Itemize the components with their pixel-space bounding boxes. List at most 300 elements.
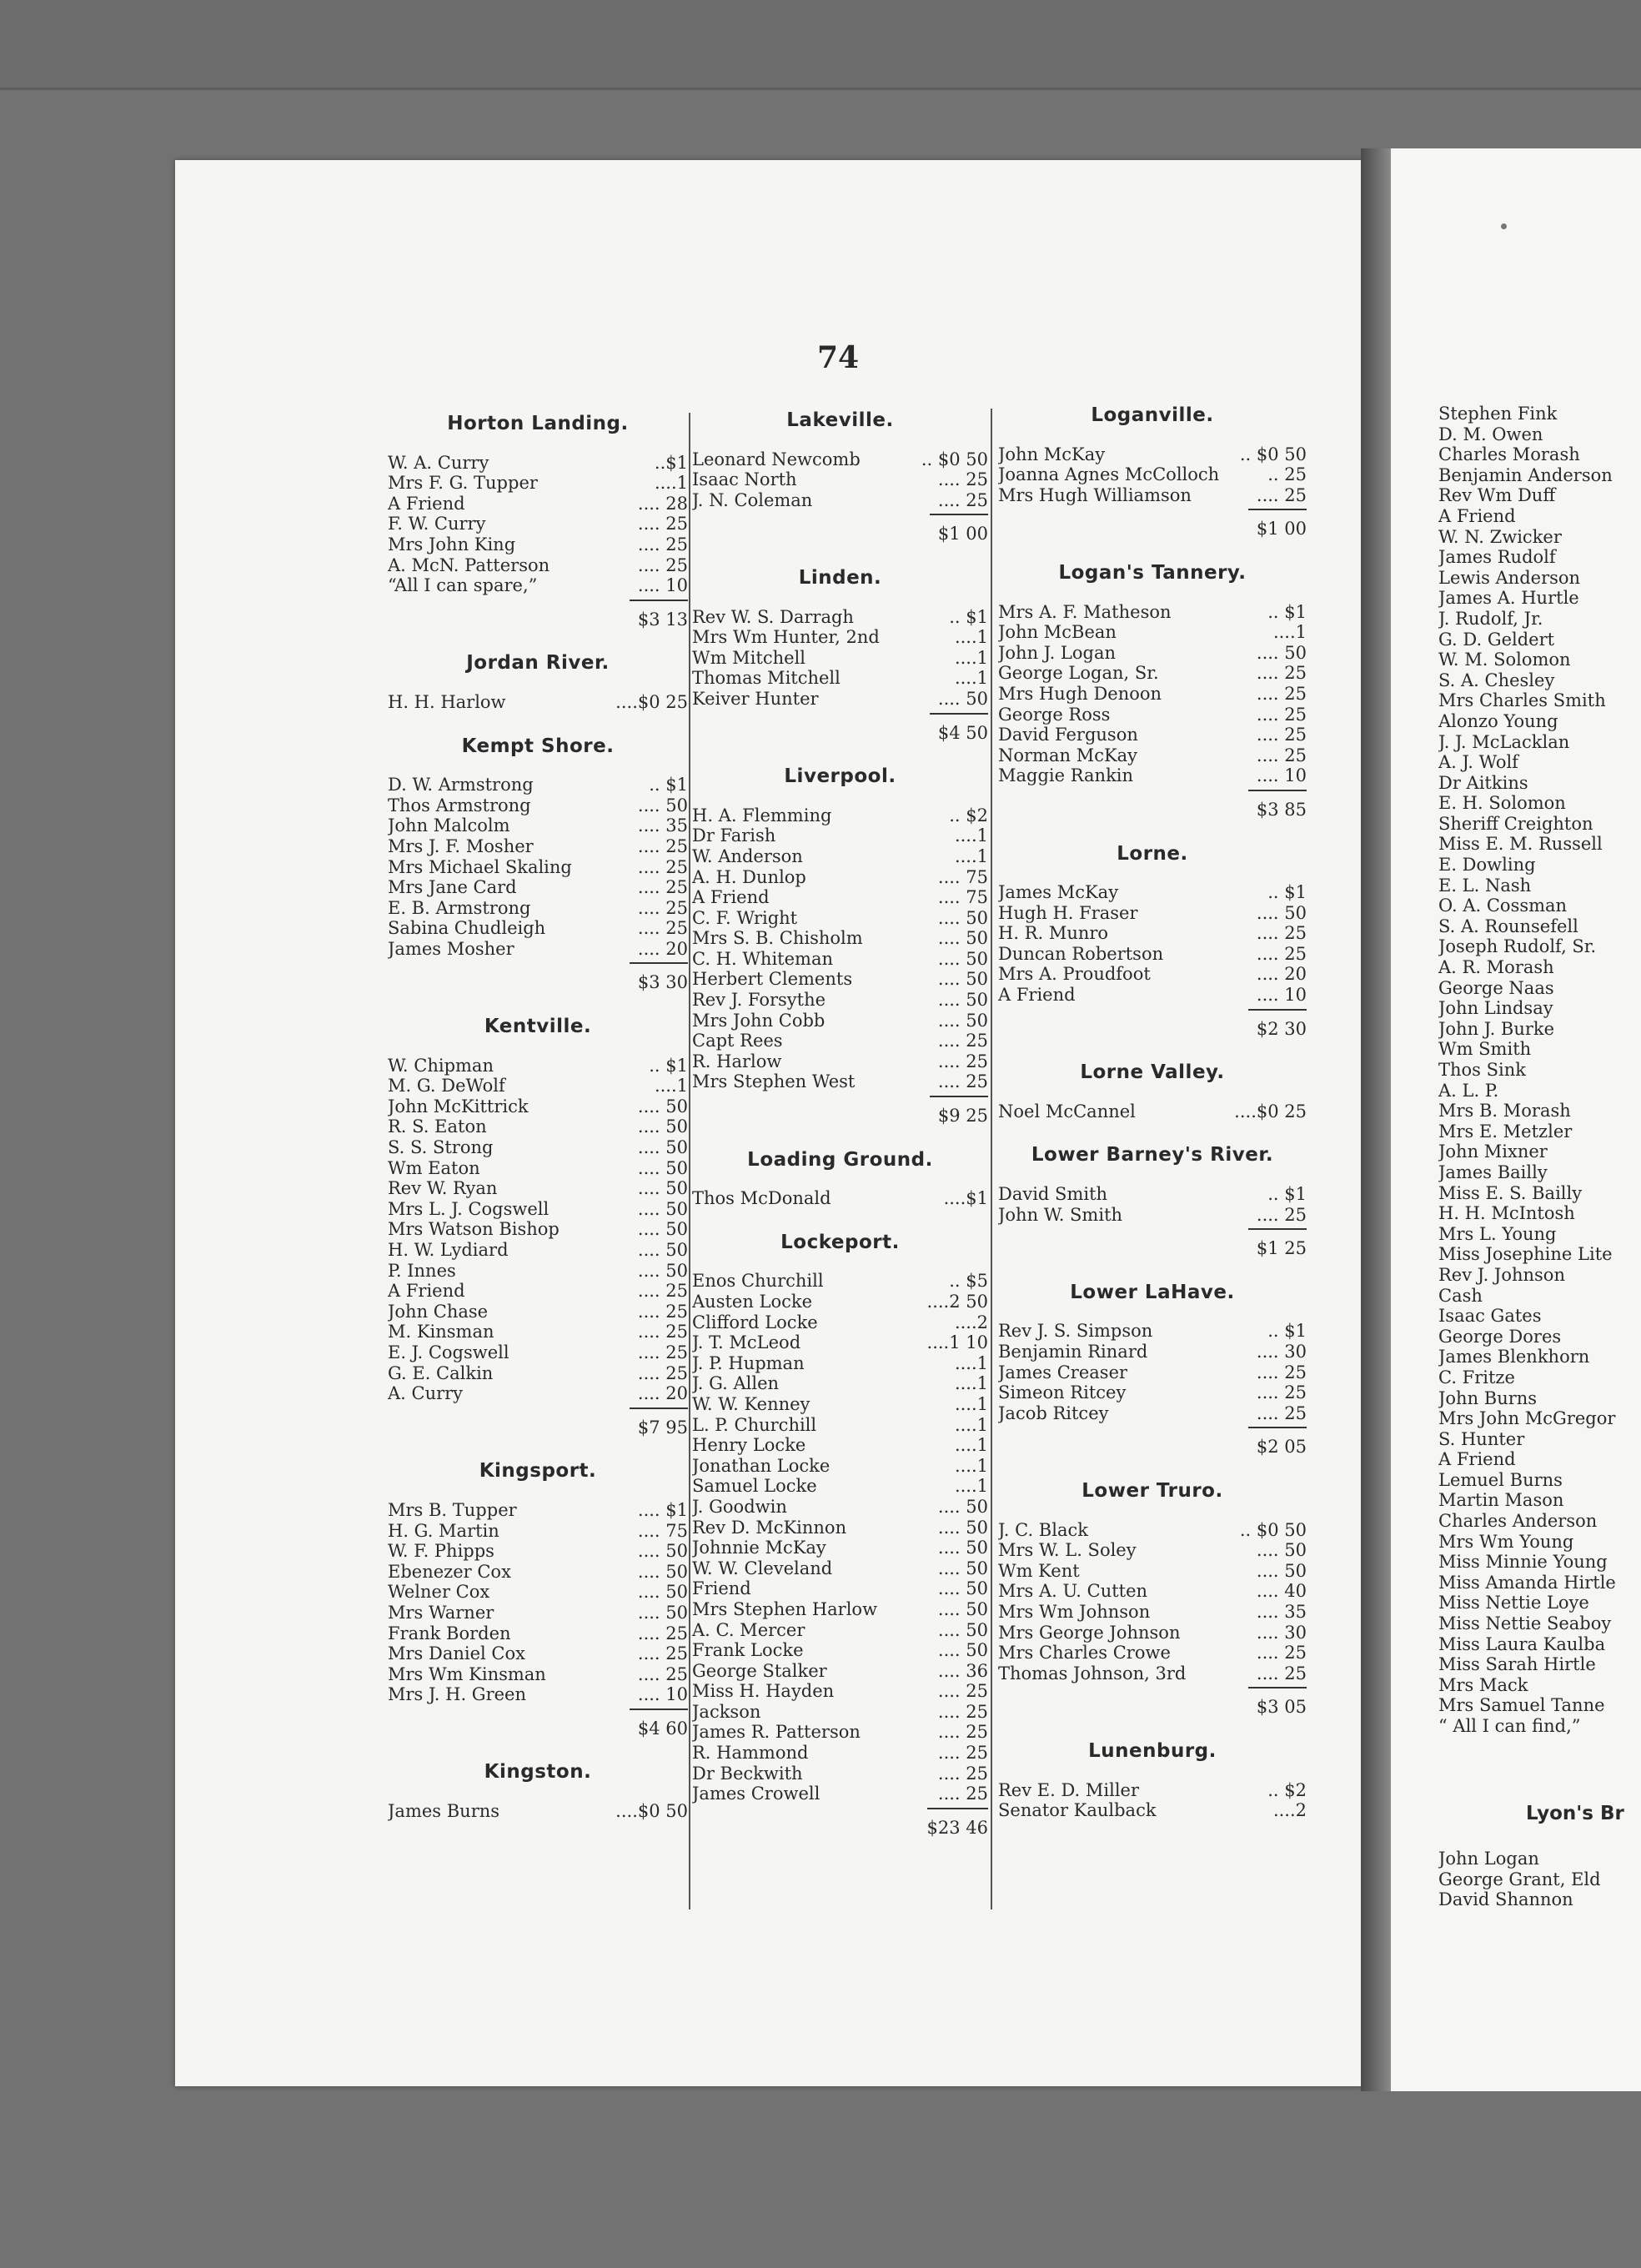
section-heading: Linden. xyxy=(798,566,882,589)
donor-name: W. W. Cleveland xyxy=(692,1558,833,1578)
donation-amount: .... 25 xyxy=(637,835,688,856)
donor-name: H. R. Munro xyxy=(998,923,1109,944)
donor-name: David Smith xyxy=(998,1184,1108,1205)
donor-name: H. H. Harlow xyxy=(388,691,506,712)
donor-name: E. Dowling xyxy=(1438,855,1536,876)
donor-name: Senator Kaulback xyxy=(998,1800,1157,1821)
donor-name: E. H. Solomon xyxy=(1438,793,1566,814)
donor-row xyxy=(692,490,988,511)
section-total-value: $1 00 xyxy=(1248,509,1307,539)
donor-row xyxy=(692,689,988,710)
donor-row xyxy=(692,1188,988,1209)
column-1 xyxy=(388,414,688,1822)
donation-amount: .... $1 xyxy=(637,1499,688,1520)
donation-amount: .... 30 xyxy=(1256,1622,1307,1643)
donor-row xyxy=(692,1599,988,1620)
donor-name: John McBean xyxy=(998,622,1117,643)
donor-name: Mrs Charles Smith xyxy=(1438,690,1606,711)
donor-name: H. W. Lydiard xyxy=(388,1240,509,1260)
donor-name: “All I can spare,” xyxy=(388,575,538,596)
donor-row xyxy=(388,1281,688,1302)
donor-name: Mrs Jane Card xyxy=(388,877,517,898)
donor-name: Rev J. S. Simpson xyxy=(998,1321,1153,1342)
section-heading: Loganville. xyxy=(1091,404,1214,426)
donation-amount: .... 25 xyxy=(1256,704,1307,725)
donor-row xyxy=(692,1538,988,1558)
donation-amount: .... 10 xyxy=(637,575,688,596)
section-heading: Lakeville. xyxy=(786,409,894,431)
donor-name: Mrs Wm Hunter, 2nd xyxy=(692,627,880,648)
donor-name: Rev J. Johnson xyxy=(1438,1264,1565,1285)
donor-name: R. S. Eaton xyxy=(388,1116,487,1137)
donor-name: John McKittrick xyxy=(388,1096,529,1116)
donor-name: Alonzo Young xyxy=(1438,710,1558,731)
donor-name: Lewis Anderson xyxy=(1438,567,1581,588)
donor-row xyxy=(388,1541,688,1562)
donor-row xyxy=(692,1031,988,1051)
donor-name: Duncan Robertson xyxy=(998,943,1164,964)
donation-amount: .... 25 xyxy=(1256,923,1307,944)
donor-name: Miss H. Hayden xyxy=(692,1681,835,1702)
donation-amount: .... 25 xyxy=(637,554,688,575)
donation-amount: .... 50 xyxy=(637,1602,688,1623)
section-total-value: $3 13 xyxy=(630,600,688,630)
donation-amount: ....1 xyxy=(954,1414,988,1435)
donor-row xyxy=(998,705,1307,725)
donation-amount: .... 50 xyxy=(937,1598,988,1619)
section-total-value: $4 50 xyxy=(930,713,988,744)
donor-name: Thomas Mitchell xyxy=(692,668,841,689)
donor-row xyxy=(692,1558,988,1579)
donor-row xyxy=(692,1271,988,1292)
donation-amount: .... 50 xyxy=(637,795,688,815)
donor-name: Rev W. Ryan xyxy=(388,1178,498,1199)
donor-name: Mrs Wm Johnson xyxy=(998,1601,1151,1622)
donor-row xyxy=(388,514,688,534)
donation-amount: .... 50 xyxy=(937,1538,988,1558)
donor-name: John Malcolm xyxy=(388,815,510,836)
section-total-value: $7 95 xyxy=(630,1407,688,1438)
donor-row xyxy=(998,923,1307,944)
donor-row xyxy=(998,1382,1307,1403)
donation-amount: ....2 50 xyxy=(926,1292,988,1312)
donor-name: David Ferguson xyxy=(998,725,1138,745)
donation-amount: .. $1 xyxy=(1267,882,1307,903)
donation-amount: .. $5 xyxy=(949,1271,988,1292)
donor-row xyxy=(692,1722,988,1743)
donation-amount: .... 25 xyxy=(937,1071,988,1092)
donor-row xyxy=(692,1681,988,1702)
donor-row xyxy=(388,534,688,555)
section-heading: Lower LaHave. xyxy=(1070,1281,1235,1303)
donor-name: James Burns xyxy=(388,1801,500,1822)
donor-row xyxy=(692,1578,988,1599)
donor-row xyxy=(998,1205,1307,1226)
donor-name: James McKay xyxy=(998,882,1119,903)
donor-name: O. A. Cossman xyxy=(1438,896,1568,916)
donor-row xyxy=(692,449,988,470)
donation-amount: .... 50 xyxy=(937,1496,988,1517)
donor-name: Wm Mitchell xyxy=(692,647,805,668)
donation-amount: .... 50 xyxy=(937,688,988,709)
donation-amount: .... 50 xyxy=(637,1541,688,1562)
page-number: 74 xyxy=(817,340,860,375)
section-total xyxy=(692,1808,988,1839)
donor-row xyxy=(388,1500,688,1521)
donation-amount: .... 75 xyxy=(937,887,988,908)
donation-amount: .... 25 xyxy=(637,877,688,898)
donor-row xyxy=(388,473,688,494)
donation-amount: .... 25 xyxy=(937,1031,988,1051)
donor-name: Miss E. M. Russell xyxy=(1438,834,1603,855)
donor-name: A. C. Mercer xyxy=(692,1619,805,1640)
donor-name: W. W. Kenney xyxy=(692,1393,810,1414)
donor-name: A Friend xyxy=(388,1281,465,1302)
donor-row xyxy=(692,949,988,970)
donor-row xyxy=(692,805,988,826)
donor-name: Capt Rees xyxy=(692,1031,783,1051)
donor-name: Sheriff Creighton xyxy=(1438,813,1593,834)
section-heading: Lockeport. xyxy=(780,1231,900,1253)
donation-amount: .... 25 xyxy=(1256,745,1307,765)
donor-row xyxy=(998,1623,1307,1643)
section-total xyxy=(692,1096,988,1126)
donor-row xyxy=(388,575,688,596)
donor-row xyxy=(388,1342,688,1363)
donor-name: Sabina Chudleigh xyxy=(388,918,546,939)
section-heading: Horton Landing. xyxy=(447,413,629,434)
donation-amount: .... 25 xyxy=(637,1663,688,1684)
donor-row xyxy=(998,602,1307,623)
section-total-value: $1 25 xyxy=(1248,1228,1307,1259)
donation-amount: .... 25 xyxy=(637,1322,688,1342)
donor-name: D. M. Owen xyxy=(1438,424,1543,444)
donor-name: Frank Locke xyxy=(692,1640,804,1661)
donor-name: A Friend xyxy=(1438,1449,1516,1470)
donor-name: James Blenkhorn xyxy=(1438,1347,1590,1367)
donor-row xyxy=(692,1784,988,1804)
donation-amount: ....1 xyxy=(954,627,988,648)
donor-name: Thos Armstrong xyxy=(388,795,531,815)
donation-amount: .... 25 xyxy=(937,489,988,510)
section-total xyxy=(998,509,1307,539)
donor-name: A Friend xyxy=(388,493,465,514)
donor-row xyxy=(998,1602,1307,1623)
donation-amount: .... 50 xyxy=(937,969,988,990)
donation-amount: .... 25 xyxy=(1256,663,1307,684)
donor-row xyxy=(998,1362,1307,1383)
donor-name: J. Rudolf, Jr. xyxy=(1438,608,1543,629)
donor-row xyxy=(388,1582,688,1603)
donation-amount: .... 36 xyxy=(937,1660,988,1681)
section-total xyxy=(998,1228,1307,1259)
donor-name: C. H. Whiteman xyxy=(692,948,833,969)
donor-row xyxy=(692,908,988,929)
donor-name: P. Innes xyxy=(388,1260,456,1281)
donor-row xyxy=(388,555,688,576)
donation-amount: .... 50 xyxy=(937,948,988,969)
donor-name: A. McN. Patterson xyxy=(388,554,550,575)
donor-name: John McKay xyxy=(998,444,1106,464)
donor-row xyxy=(998,1321,1307,1342)
column-rule-1 xyxy=(689,413,690,1909)
donor-name: Austen Locke xyxy=(692,1292,813,1312)
donor-name: Mrs Charles Crowe xyxy=(998,1643,1171,1663)
donor-name: Mrs E. Metzler xyxy=(1438,1121,1573,1142)
section-total xyxy=(388,1407,688,1438)
donor-row xyxy=(692,887,988,908)
donation-amount: .... 25 xyxy=(937,1051,988,1071)
section-heading: Lorne. xyxy=(1117,842,1188,865)
donor-name: Jonathan Locke xyxy=(692,1455,831,1476)
donor-name: Mrs John Cobb xyxy=(692,1010,826,1031)
donor-name: R. Harlow xyxy=(692,1051,782,1071)
donation-amount: .... 25 xyxy=(937,1681,988,1702)
section-heading: Lunenburg. xyxy=(1088,1739,1217,1762)
donor-name: A Friend xyxy=(692,887,770,908)
donor-row xyxy=(998,1663,1307,1684)
donor-name: Clifford Locke xyxy=(692,1312,818,1332)
donation-amount: .... 25 xyxy=(637,1281,688,1302)
donor-row xyxy=(692,1640,988,1661)
donor-name: Jackson xyxy=(692,1701,761,1722)
donor-name: John J. Burke xyxy=(1438,1018,1555,1039)
donor-name: W. Chipman xyxy=(388,1055,494,1076)
donation-amount: .... 50 xyxy=(937,1578,988,1599)
donor-row xyxy=(388,1240,688,1261)
donation-amount: .... 50 xyxy=(637,1219,688,1240)
donor-name: H. G. Martin xyxy=(388,1520,499,1541)
donor-name: M. G. DeWolf xyxy=(388,1076,505,1096)
donor-name: Rev W. S. Darragh xyxy=(692,606,854,627)
donor-row xyxy=(998,464,1307,485)
donor-name: G. D. Geldert xyxy=(1438,629,1555,650)
section-total-value: $23 46 xyxy=(927,1808,988,1839)
donor-name: Isaac Gates xyxy=(1438,1306,1542,1327)
donor-name: Mrs B. Morash xyxy=(1438,1101,1571,1121)
donor-row xyxy=(388,1076,688,1096)
donor-name: John Lindsay xyxy=(1438,998,1553,1019)
donation-amount: ....1 10 xyxy=(926,1332,988,1353)
donor-row xyxy=(692,846,988,867)
donation-amount: .... 20 xyxy=(1256,964,1307,985)
donor-name: Wm Kent xyxy=(998,1560,1080,1581)
donor-row xyxy=(692,1415,988,1436)
section-heading: Loading Ground. xyxy=(747,1148,933,1171)
donation-amount: ....1 xyxy=(954,825,988,846)
donor-name: James Rudolf xyxy=(1438,547,1556,568)
donation-amount: .. $2 xyxy=(1267,1779,1307,1800)
donor-row xyxy=(388,857,688,878)
section-total-value: $3 85 xyxy=(1248,790,1307,820)
donor-row xyxy=(388,1664,688,1685)
donor-name: J. J. McLacklan xyxy=(1438,731,1570,752)
donor-row xyxy=(998,1800,1307,1821)
donor-name: James Creaser xyxy=(998,1362,1128,1382)
donor-row xyxy=(388,1684,688,1705)
donor-row xyxy=(998,1184,1307,1205)
donor-row xyxy=(388,918,688,939)
donation-amount: .... 50 xyxy=(637,1157,688,1178)
donation-amount: .... 25 xyxy=(937,1743,988,1764)
donor-name: E. L. Nash xyxy=(1438,875,1532,896)
column-rule-2 xyxy=(991,409,992,1909)
donation-amount: .... 25 xyxy=(1256,725,1307,745)
donor-name: Rev D. McKinnon xyxy=(692,1517,847,1538)
donor-name: Wm Eaton xyxy=(388,1157,480,1178)
donor-name: W. N. Zwicker xyxy=(1438,526,1562,547)
section-heading: Liverpool. xyxy=(784,765,896,788)
donor-row xyxy=(998,745,1307,766)
donation-amount: ....$0 50 xyxy=(615,1801,688,1822)
donor-name: George Dores xyxy=(1438,1326,1562,1347)
donor-name: Henry Locke xyxy=(692,1435,806,1456)
donation-amount: ....1 xyxy=(954,1455,988,1476)
donor-name: Friend xyxy=(692,1578,751,1599)
donor-name: James Crowell xyxy=(692,1784,820,1804)
donor-name: Mrs John McGregor xyxy=(1438,1408,1616,1429)
donor-row xyxy=(998,882,1307,903)
donor-name: Miss Nettie Loye xyxy=(1438,1593,1589,1613)
donor-name: “ All I can find,” xyxy=(1438,1716,1581,1736)
donor-row xyxy=(692,1620,988,1641)
donation-amount: ....2 xyxy=(954,1312,988,1332)
donor-name: D. W. Armstrong xyxy=(388,775,534,795)
donation-amount: .... 20 xyxy=(637,938,688,959)
donor-row xyxy=(388,1322,688,1342)
donor-name: Mrs John King xyxy=(388,534,516,554)
donor-name: Rev E. D. Miller xyxy=(998,1779,1140,1800)
donor-row xyxy=(998,964,1307,985)
donation-amount: .. $1 xyxy=(1267,1321,1307,1342)
donor-name: Johnnie McKay xyxy=(692,1538,826,1558)
donor-name: Miss Josephine Lite xyxy=(1438,1244,1613,1265)
section-heading: Kempt Shore. xyxy=(461,735,615,757)
donation-amount: .... 25 xyxy=(637,1623,688,1643)
donor-name: A. R. Morash xyxy=(1438,957,1554,978)
donation-amount: .... 75 xyxy=(937,866,988,887)
donor-row xyxy=(388,1562,688,1583)
donor-name: Mrs F. G. Tupper xyxy=(388,473,538,494)
donor-name: Martin Mason xyxy=(1438,1490,1564,1511)
donation-amount: ....1 xyxy=(954,1393,988,1414)
donor-name: H. A. Flemming xyxy=(692,805,832,825)
donation-amount: .... 50 xyxy=(637,1582,688,1603)
donor-row xyxy=(388,1801,688,1822)
donation-amount: .... 10 xyxy=(1256,985,1307,1006)
donor-row xyxy=(692,607,988,628)
section-total xyxy=(388,600,688,630)
donor-name: Mrs L. J. Cogswell xyxy=(388,1198,550,1219)
donor-name: Mrs Wm Young xyxy=(1438,1531,1574,1552)
donation-amount: ....1 xyxy=(954,1352,988,1373)
donation-amount: .... 50 xyxy=(637,1198,688,1219)
section-total-value: $2 30 xyxy=(1248,1009,1307,1040)
donor-name: Charles Morash xyxy=(1438,444,1580,465)
donor-row xyxy=(692,928,988,949)
section-total-value: $3 30 xyxy=(630,962,688,993)
donor-name: James Bailly xyxy=(1438,1162,1548,1182)
donor-name: L. P. Churchill xyxy=(692,1414,817,1435)
donor-row xyxy=(388,1623,688,1644)
donor-name: Mrs L. Young xyxy=(1438,1223,1557,1244)
donation-amount: .... 25 xyxy=(1256,1204,1307,1225)
section-total-value: $3 05 xyxy=(1248,1687,1307,1718)
donor-row xyxy=(388,877,688,898)
donation-amount: .... 25 xyxy=(1256,683,1307,704)
donor-row xyxy=(388,1302,688,1322)
donor-row xyxy=(388,939,688,960)
donation-amount: .... 25 xyxy=(1256,943,1307,964)
donor-row xyxy=(388,1363,688,1384)
donor-name: S. A. Chesley xyxy=(1438,670,1555,690)
donation-amount: .. 25 xyxy=(1267,464,1307,485)
donor-name: Miss Nettie Seaboy xyxy=(1438,1613,1612,1634)
book-gutter xyxy=(1361,148,1391,2091)
donation-amount: .... 50 xyxy=(937,1517,988,1538)
section-heading: Jordan River. xyxy=(466,652,610,675)
donor-name: A Friend xyxy=(998,985,1076,1006)
donor-row xyxy=(692,1394,988,1415)
donor-name: Thos Sink xyxy=(1438,1060,1526,1080)
donor-row xyxy=(388,1219,688,1240)
donation-amount: .. $2 xyxy=(949,805,988,825)
donor-row xyxy=(692,668,988,689)
donor-name: Joseph Rudolf, Sr. xyxy=(1438,936,1597,957)
section-total xyxy=(692,713,988,744)
donor-name: J. Goodwin xyxy=(692,1496,787,1517)
donation-amount: .... 50 xyxy=(637,1260,688,1281)
donor-name: Maggie Rankin xyxy=(998,765,1134,786)
donor-name: A. H. Dunlop xyxy=(692,866,806,887)
section-heading: Lorne Valley. xyxy=(1080,1061,1225,1084)
donation-amount: .... 25 xyxy=(637,1301,688,1322)
section-total-value: $4 60 xyxy=(630,1709,688,1739)
donor-row xyxy=(998,663,1307,684)
donor-row xyxy=(388,836,688,857)
donation-amount: .... 25 xyxy=(1256,1362,1307,1382)
donor-row xyxy=(692,1764,988,1784)
donor-name: C. F. Wright xyxy=(692,907,798,928)
donation-amount: .... 50 xyxy=(637,1137,688,1158)
donor-name: R. Hammond xyxy=(692,1743,809,1764)
donation-amount: .. $0 50 xyxy=(1239,444,1307,464)
donation-amount: .... 25 xyxy=(1256,1402,1307,1423)
donation-amount: .... 50 xyxy=(937,990,988,1011)
donor-name: Mrs J. F. Mosher xyxy=(388,835,534,856)
donor-row xyxy=(998,1520,1307,1541)
donation-amount: .... 30 xyxy=(1256,1342,1307,1362)
donor-name: Samuel Locke xyxy=(692,1476,817,1497)
section-total xyxy=(388,1709,688,1739)
donor-row xyxy=(692,1476,988,1497)
donor-row xyxy=(388,1137,688,1158)
donor-row xyxy=(998,765,1307,786)
donor-row xyxy=(388,1158,688,1179)
donation-amount: .... 25 xyxy=(937,1701,988,1722)
donor-name: Thomas Johnson, 3rd xyxy=(998,1663,1187,1683)
section-total xyxy=(998,790,1307,820)
donor-name: J. P. Hupman xyxy=(692,1352,805,1373)
donor-name: A. J. Wolf xyxy=(1438,752,1518,773)
donor-row xyxy=(388,692,688,713)
donor-name: Mrs Watson Bishop xyxy=(388,1219,560,1240)
donor-name: George Logan, Sr. xyxy=(998,663,1159,684)
donor-row xyxy=(388,1603,688,1623)
donor-row xyxy=(692,990,988,1011)
donor-row xyxy=(388,815,688,836)
donor-row xyxy=(388,1383,688,1404)
